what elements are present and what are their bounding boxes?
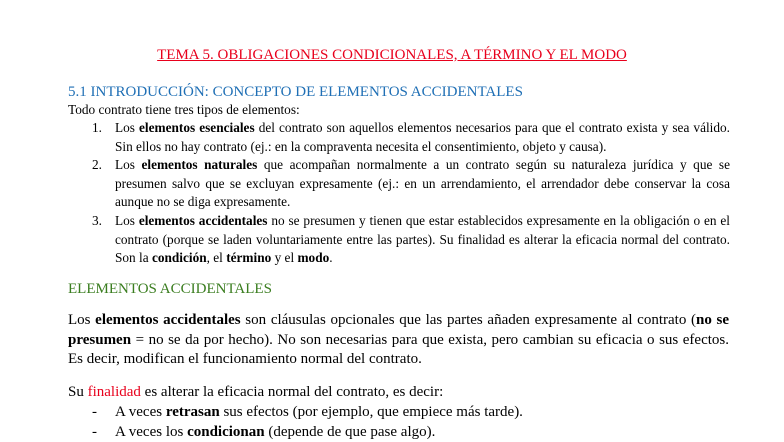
paragraph-text: son cláusulas opcionales que las partes añaden expresamente al contrato (	[241, 312, 696, 328]
elements-list	[68, 119, 730, 268]
list-text: sus efectos (por ejemplo, que empiece más tarde).	[220, 404, 523, 420]
paragraph-bold-term: elementos accidentales	[95, 312, 240, 328]
list-item	[68, 212, 730, 268]
list-item	[68, 119, 730, 156]
list-bold-term: elementos accidentales	[139, 213, 268, 228]
list-text: Los	[115, 120, 139, 135]
list-item	[68, 403, 729, 423]
list-text: que acompañan normalmente a un contrato según su naturaleza jurídica y que se presumen salvo que se excluyan expresamente (ej.: en un arrendamiento, el arrendador debe conservar la cosa aunque no se diga expresamente.	[115, 157, 730, 209]
dash-bullet: -	[92, 423, 97, 442]
effects-dash-list	[68, 403, 729, 442]
paragraph-bold-term: no se presumen	[68, 312, 729, 348]
list-text: .	[329, 250, 332, 265]
list-number: 2.	[92, 156, 102, 175]
list-number: 3.	[92, 212, 102, 231]
list-text: Los	[115, 213, 139, 228]
list-text: no se presumen y tienen que estar establecidos expresamente en la obligación o en el contrato (porque se laden voluntariamente entre las partes). Su finalidad es alterar la eficacia normal del contrato. Son la	[115, 213, 730, 265]
document-title: TEMA 5. OBLIGACIONES CONDICIONALES, A TÉRMINO Y EL MODO	[0, 46, 784, 64]
list-bold-term: término	[226, 250, 271, 265]
paragraph-finalidad	[68, 383, 729, 403]
list-number: 1.	[92, 119, 102, 138]
paragraph-highlight-term: finalidad	[88, 384, 141, 400]
list-text: del contrato son aquellos elementos necesarios para que el contrato exista y sea válido. Sin ellos no hay contrato (ej.: en la compraventa necesita el consentimiento, objeto y causa).	[115, 120, 730, 154]
paragraph-text: Su	[68, 384, 88, 400]
list-item	[68, 156, 730, 212]
list-bold-term: condición	[152, 250, 207, 265]
list-bold-term: condicionan	[187, 424, 265, 440]
paragraph-text: = no se da por hecho). No son necesarias para que exista, pero cambian su eficacia o sus efectos. Es decir, modifican el funcionamiento normal del contrato.	[68, 332, 729, 368]
intro-sentence: Todo contrato tiene tres tipos de elementos:	[68, 102, 300, 118]
list-bold-term: retrasan	[166, 404, 220, 420]
list-text: A veces	[115, 404, 166, 420]
list-bold-term: elementos naturales	[141, 157, 257, 172]
paragraph-text: Los	[68, 312, 95, 328]
section-heading-elementos-accidentales: ELEMENTOS ACCIDENTALES	[68, 280, 272, 298]
list-text: Los	[115, 157, 141, 172]
section-heading-introduccion: 5.1 INTRODUCCIÓN: CONCEPTO DE ELEMENTOS ACCIDENTALES	[68, 83, 523, 101]
list-text: y el	[271, 250, 297, 265]
paragraph-elementos-accidentales	[68, 311, 729, 370]
list-text: A veces los	[115, 424, 187, 440]
list-text: (depende de que pase algo).	[265, 424, 436, 440]
list-bold-term: modo	[297, 250, 329, 265]
list-text: , el	[207, 250, 227, 265]
list-item	[68, 423, 729, 442]
dash-bullet: -	[92, 403, 97, 423]
list-bold-term: elementos esenciales	[139, 120, 255, 135]
paragraph-text: es alterar la eficacia normal del contrato, es decir:	[141, 384, 443, 400]
